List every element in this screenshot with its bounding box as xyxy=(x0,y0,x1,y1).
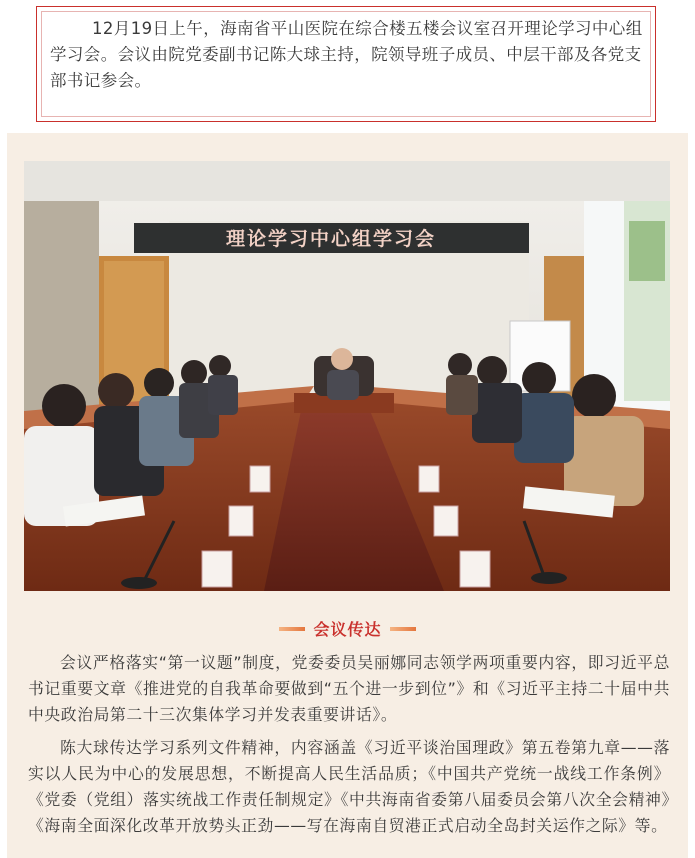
intro-text: 12月19日上午，海南省平山医院在综合楼五楼会议室召开理论学习中心组学习会。会议由院党委副书记陈大球主持，院领导班子成员、中层干部及各党支部书记参会。 xyxy=(50,19,643,90)
paragraph-1: 会议严格落实“第一议题”制度，党委委员吴丽娜同志领学两项重要内容，即习近平总书记重要文章《推进党的自我革命要做到“五个进一步到位”》和《习近平主持二十届中共中央政治局第二十三次集体学习并发表重要讲话》。 xyxy=(28,653,670,724)
meeting-photo xyxy=(24,161,670,591)
section-title-text: 会议传达 xyxy=(313,620,382,639)
title-decoration-right xyxy=(390,627,416,631)
paragraph-2: 陈大球传达学习系列文件精神，内容涵盖《习近平谈治国理政》第五卷第九章——落实以人民为中心的发展思想，不断提高人民生活品质；《中国共产党统一战线工作条例》《党委（党组）落实统战工作责任制规定》《中共海南省委第八届委员会第八次全会精神》《海南全面深化改革开放势头正劲——写在海南自贸港正式启动全岛封关运作之际》等。 xyxy=(28,738,670,835)
banner-text: 理论学习中心组学习会 xyxy=(225,228,437,250)
section-title xyxy=(0,617,695,639)
